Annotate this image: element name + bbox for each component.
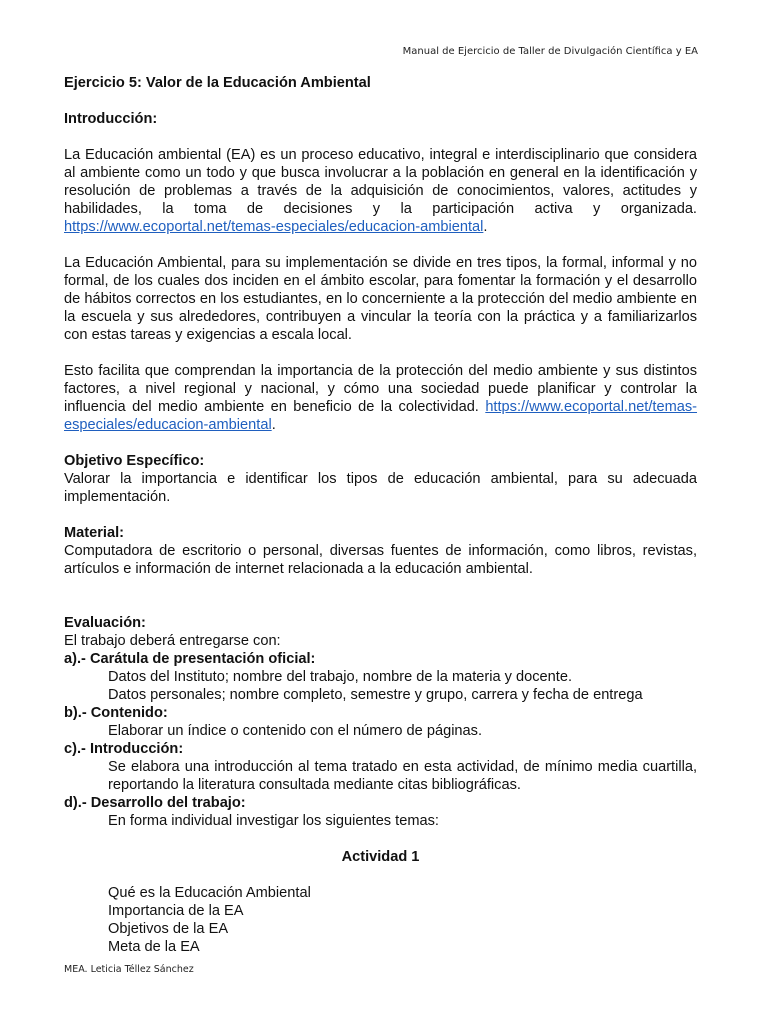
objective-heading: Objetivo Específico: (64, 453, 205, 469)
page-header: Manual de Ejercicio de Taller de Divulgación Científica y EA (402, 46, 698, 57)
section-a-heading: a).- Carátula de presentación oficial: (64, 651, 316, 667)
intro-paragraph-1: La Educación ambiental (EA) es un proceso educativo, integral e interdisciplinario que considera al ambiente como un todo y que busca involucrar a la población en general en la identificación y resolución de problemas a través de la adquisición de conocimientos, valores, actitudes y habilidades, la toma de decisiones y la participación activa y organizada. https://www.ecoportal.net/temas-especiales/educacion-ambiental. (64, 147, 697, 235)
intro-paragraph-3: Esto facilita que comprendan la importancia de la protección del medio ambiente y sus distintos factores, a nivel regional y nacional, y cómo una sociedad puede planificar y controlar la influencia del medio ambiente en beneficio de la colectividad. https://www.ecoportal.net/temas-especiales/educacion-ambiental. (64, 363, 698, 433)
activity-item: Objetivos de la EA (108, 921, 229, 937)
section-a-line-1: Datos del Instituto; nombre del trabajo, nombre de la materia y docente. (108, 669, 573, 685)
activity-heading: Actividad 1 (341, 849, 420, 865)
section-c-heading: c).- Introducción: (64, 741, 184, 757)
activity-item: Importancia de la EA (108, 903, 244, 919)
page-footer: MEA. Leticia Téllez Sánchez (64, 964, 194, 975)
objective-text: Valorar la importancia e identificar los tipos de educación ambiental, para su adecuada implementación. (64, 471, 697, 505)
intro-paragraph-2: La Educación Ambiental, para su implementación se divide en tres tipos, la formal, informal y no formal, de los cuales dos inciden en el ámbito escolar, para fomentar la formación y el desarrollo de hábitos correctos en los estudiantes, en lo concerniente a la protección del medio ambiente en la escuela y sus alrededores, contribuyen a vincular la teoría con la práctica y a familiarizarlos con estas tareas y exigencias a escala local. (64, 255, 697, 343)
section-b-line-1: Elaborar un índice o contenido con el número de páginas. (108, 723, 483, 739)
section-a-line-2: Datos personales; nombre completo, semestre y grupo, carrera y fecha de entrega (108, 687, 643, 703)
evaluation-intro: El trabajo deberá entregarse con: (64, 633, 281, 649)
ecoportal-link-2[interactable]: https://www.ecoportal.net/temas-especiales/educacion-ambiental (64, 399, 698, 433)
section-c-line-1: Se elabora una introducción al tema tratado en esta actividad, de mínimo media cuartilla, reportando la literatura consultada mediante citas bibliográficas. (108, 759, 697, 793)
section-d-heading: d).- Desarrollo del trabajo: (64, 795, 246, 811)
section-b-heading: b).- Contenido: (64, 705, 168, 721)
evaluation-heading: Evaluación: (64, 615, 146, 631)
section-d-line-1: En forma individual investigar los siguientes temas: (108, 813, 439, 829)
material-heading: Material: (64, 525, 125, 541)
intro-heading: Introducción: (64, 111, 158, 127)
ecoportal-link-1[interactable]: https://www.ecoportal.net/temas-especiales/educacion-ambiental (64, 219, 484, 235)
activity-item: Meta de la EA (108, 939, 200, 955)
document-body (64, 74, 697, 956)
material-text: Computadora de escritorio o personal, diversas fuentes de información, como libros, revistas, artículos e información de internet relacionada a la educación ambiental. (64, 543, 697, 577)
exercise-title: Ejercicio 5: Valor de la Educación Ambiental (64, 75, 371, 91)
activity-item: Qué es la Educación Ambiental (108, 885, 311, 901)
